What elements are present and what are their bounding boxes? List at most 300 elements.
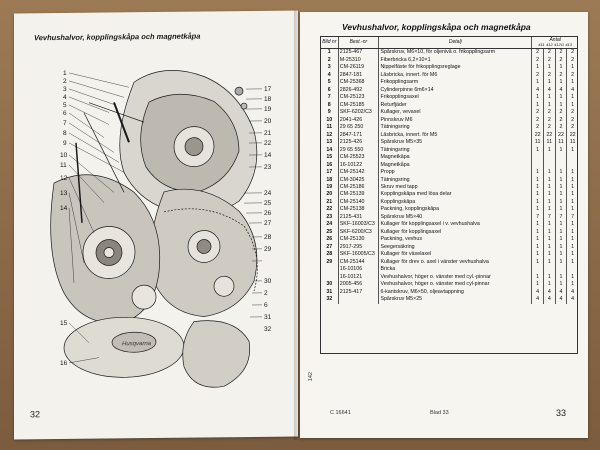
row-part-number: CM-25185 — [338, 102, 379, 109]
row-number: 2 — [321, 57, 339, 64]
row-qty: 2 — [543, 117, 555, 124]
callout-16: 16 — [60, 359, 68, 368]
row-part-number: CM-25144 — [338, 259, 379, 266]
row-qty: 4 — [532, 289, 544, 296]
row-qty: 2 — [555, 49, 567, 57]
row-qty: 11 — [567, 139, 578, 146]
row-qty: 1 — [567, 169, 578, 176]
row-qty: 2 — [543, 72, 555, 79]
row-qty — [555, 266, 567, 273]
svg-text:Husqvarna: Husqvarna — [122, 341, 152, 348]
row-qty: 1 — [543, 251, 555, 258]
clutch-cover — [183, 320, 250, 387]
row-qty: 2 — [555, 124, 567, 131]
row-qty: 2 — [543, 124, 555, 131]
row-detail: Spårskruv M5×35 — [379, 139, 532, 146]
row-qty: 1 — [532, 259, 544, 266]
callout-r-2: 2 — [264, 289, 268, 297]
row-detail: Frikopplingsarm — [379, 79, 532, 86]
row-qty: 1 — [532, 229, 544, 236]
side-mark: 142 — [308, 372, 314, 382]
table-row — [321, 94, 579, 101]
table-row — [321, 57, 579, 64]
row-number: 6 — [321, 87, 339, 94]
row-qty: 7 — [567, 214, 578, 221]
footer-code: C 16641 — [330, 410, 351, 416]
row-qty — [543, 161, 555, 168]
row-part-number: 16-10121 — [338, 274, 379, 281]
row-qty: 1 — [567, 251, 578, 258]
callout-r-30: 30 — [264, 277, 272, 285]
row-detail: Spårskruv M5×40 — [379, 214, 532, 221]
row-part-number: 16-10106 — [338, 266, 379, 273]
callout-r-17: 17 — [264, 85, 272, 93]
row-number: 21 — [321, 199, 339, 206]
callout-14: 14 — [60, 204, 68, 213]
row-part-number: 2125-467 — [338, 49, 379, 57]
callout-15: 15 — [60, 319, 68, 328]
col-header-detail: Detalj — [379, 37, 532, 49]
row-qty: 2 — [567, 72, 578, 79]
row-number: 31 — [321, 289, 339, 296]
row-qty: 2 — [567, 49, 578, 57]
row-part-number: CM-25140 — [338, 199, 379, 206]
table-row — [321, 139, 579, 146]
row-qty: 1 — [532, 206, 544, 213]
row-number: 28 — [321, 251, 339, 258]
table-row — [321, 251, 579, 258]
callout-13: 13 — [60, 189, 68, 198]
row-qty: 1 — [543, 191, 555, 198]
row-qty: 4 — [567, 296, 578, 303]
table-row — [321, 72, 579, 79]
row-qty: 2 — [555, 117, 567, 124]
row-number: 8 — [321, 102, 339, 109]
left-page-title: Vevhushalvor, kopplingskåpa och magnetkåpa — [34, 31, 201, 43]
table-row — [321, 214, 579, 221]
col-header-bestnr: Best.-nr — [338, 37, 379, 49]
row-qty: 7 — [532, 214, 544, 221]
row-part-number: CM-25138 — [338, 206, 379, 213]
callout-r-25: 25 — [264, 199, 272, 207]
row-detail: Kopplingskåpa — [379, 199, 532, 206]
row-qty — [543, 266, 555, 273]
row-qty: 1 — [532, 79, 544, 86]
callout-r-27: 27 — [264, 219, 272, 227]
callout-r-31: 31 — [264, 313, 272, 321]
row-qty: 1 — [543, 274, 555, 281]
row-qty: 22 — [567, 132, 578, 139]
row-qty — [532, 266, 544, 273]
row-qty: 1 — [543, 281, 555, 288]
row-qty: 4 — [543, 87, 555, 94]
callout-5: 5 — [63, 101, 67, 109]
row-qty: 11 — [555, 139, 567, 146]
row-detail: Spårskruv, M6×10, för oljenivå o. frikopplingsarm — [379, 49, 532, 57]
row-detail: Tätningsring — [379, 124, 532, 131]
callout-r-32: 32 — [264, 325, 272, 333]
right-page — [300, 12, 588, 438]
row-qty: 1 — [567, 281, 578, 288]
callout-r-21: 21 — [264, 129, 272, 137]
row-qty: 1 — [543, 102, 555, 109]
callout-10: 10 — [60, 151, 68, 160]
table-row — [321, 87, 579, 94]
table-row — [321, 117, 579, 124]
row-qty: 1 — [532, 244, 544, 251]
row-qty: 1 — [567, 244, 578, 251]
row-qty: 22 — [532, 132, 544, 139]
row-part-number: CM-25139 — [338, 191, 379, 198]
row-detail: Tätningsring — [379, 146, 532, 153]
row-qty: 1 — [532, 251, 544, 258]
row-qty: 1 — [543, 176, 555, 183]
row-qty: 2 — [567, 57, 578, 64]
row-qty: 1 — [555, 94, 567, 101]
row-number: 4 — [321, 72, 339, 79]
table-row — [321, 132, 579, 139]
row-detail: Låsbricka, innert. för M6 — [379, 72, 532, 79]
row-qty: 11 — [532, 139, 544, 146]
row-qty: 1 — [555, 64, 567, 71]
row-qty: 11 — [543, 139, 555, 146]
row-number: 16 — [321, 161, 339, 168]
row-number — [321, 274, 339, 281]
row-qty: 1 — [555, 244, 567, 251]
row-qty: 4 — [543, 296, 555, 303]
row-detail: Spårskruv M5×25 — [379, 296, 532, 303]
row-qty: 4 — [543, 289, 555, 296]
row-qty: 1 — [567, 94, 578, 101]
row-part-number: CM-25368 — [338, 79, 379, 86]
row-qty: 1 — [555, 199, 567, 206]
row-qty: 1 — [532, 221, 544, 228]
row-qty — [532, 154, 544, 161]
callout-11: 11 — [60, 161, 67, 170]
row-qty: 1 — [532, 274, 544, 281]
row-part-number: CM-26119 — [338, 64, 379, 71]
row-qty: 4 — [567, 87, 578, 94]
row-qty: 1 — [555, 206, 567, 213]
row-part-number: 2041-426 — [338, 117, 379, 124]
row-detail: Tätningsring — [379, 176, 532, 183]
row-detail: Pinnskruv M6 — [379, 117, 532, 124]
row-qty: 1 — [532, 176, 544, 183]
row-part-number: CM-25142 — [338, 169, 379, 176]
row-detail: Kullager, vevaxel — [379, 109, 532, 116]
row-detail: Returfjäder — [379, 102, 532, 109]
row-qty: 1 — [567, 221, 578, 228]
callout-4: 4 — [63, 93, 67, 101]
callout-r-6: 6 — [264, 301, 268, 309]
row-qty: 2 — [532, 49, 544, 57]
row-part-number: 29 65 550 — [338, 146, 379, 153]
row-qty: 2 — [532, 124, 544, 131]
row-qty: 1 — [567, 146, 578, 153]
row-detail: Nippelfäste för frikopplingsreglage — [379, 64, 532, 71]
table-row — [321, 221, 579, 228]
row-detail: Skruv med tapp — [379, 184, 532, 191]
row-qty: 22 — [555, 132, 567, 139]
row-number: 32 — [321, 296, 339, 303]
row-qty: 1 — [543, 169, 555, 176]
row-detail: Kullager för kopplingsaxel — [379, 229, 532, 236]
row-qty: 4 — [555, 87, 567, 94]
callout-3: 3 — [63, 85, 67, 93]
table-row — [321, 266, 579, 273]
callout-r-29: 29 — [264, 245, 272, 253]
row-detail: Cylinderpinne 6m6×14 — [379, 87, 532, 94]
row-qty: 2 — [555, 57, 567, 64]
row-qty: 1 — [555, 274, 567, 281]
row-part-number: 2847-171 — [338, 132, 379, 139]
table-row — [321, 281, 579, 288]
row-number: 7 — [321, 94, 339, 101]
row-qty: 1 — [543, 94, 555, 101]
row-qty: 2 — [543, 57, 555, 64]
row-qty: 2 — [567, 109, 578, 116]
row-qty: 1 — [543, 79, 555, 86]
row-qty: 4 — [532, 87, 544, 94]
row-qty: 2 — [543, 109, 555, 116]
row-detail: Kopplingskåpa med lösa delar — [379, 191, 532, 198]
right-page-title: Vevhushalvor, kopplingskåpa och magnetkåpa — [342, 22, 531, 32]
row-number: 5 — [321, 79, 339, 86]
row-part-number: CM-25186 — [338, 184, 379, 191]
table-row — [321, 206, 579, 213]
row-qty — [567, 154, 578, 161]
row-qty: 1 — [532, 102, 544, 109]
row-qty: 1 — [543, 64, 555, 71]
exploded-parts-diagram — [14, 41, 298, 414]
row-number: 30 — [321, 281, 339, 288]
table-row — [321, 102, 579, 109]
row-number: 20 — [321, 191, 339, 198]
left-page-number: 32 — [30, 409, 41, 420]
callout-9: 9 — [63, 139, 67, 147]
callout-r-20: 20 — [264, 117, 272, 125]
row-qty: 2 — [532, 117, 544, 124]
row-qty: 7 — [555, 214, 567, 221]
row-number: 3 — [321, 64, 339, 71]
callout-r-22: 22 — [264, 139, 272, 147]
row-number: 25 — [321, 229, 339, 236]
row-part-number — [338, 296, 379, 303]
row-number: 26 — [321, 236, 339, 243]
callout-8: 8 — [63, 129, 67, 137]
callout-r-24: 24 — [264, 189, 272, 197]
row-qty: 4 — [555, 289, 567, 296]
row-qty: 1 — [567, 259, 578, 266]
row-part-number: 29 65 250 — [338, 124, 379, 131]
row-qty: 2 — [567, 124, 578, 131]
table-row — [321, 236, 579, 243]
row-qty: 1 — [555, 259, 567, 266]
row-detail: Fiberbricka 6,2×10×1 — [379, 57, 532, 64]
row-qty: 4 — [567, 289, 578, 296]
table-row — [321, 259, 579, 266]
row-part-number: 2847-181 — [338, 72, 379, 79]
row-qty: 1 — [532, 184, 544, 191]
row-qty: 4 — [532, 296, 544, 303]
row-qty: 1 — [567, 79, 578, 86]
col-header-qty: Antal 411 412 412G 413 — [532, 37, 578, 49]
row-qty: 2 — [555, 72, 567, 79]
row-qty: 1 — [555, 102, 567, 109]
callout-7: 7 — [63, 119, 67, 127]
row-part-number: 2917-295 — [338, 244, 379, 251]
row-detail: Magnetkåpa — [379, 161, 532, 168]
row-qty — [543, 154, 555, 161]
row-qty — [567, 266, 578, 273]
row-number: 15 — [321, 154, 339, 161]
row-qty: 7 — [543, 214, 555, 221]
footer-sheet: Blad 33 — [430, 410, 449, 416]
row-detail: Magnetkåpa — [379, 154, 532, 161]
table-row — [321, 289, 579, 296]
row-number: 19 — [321, 184, 339, 191]
row-detail: Propp — [379, 169, 532, 176]
row-part-number: CM-25123 — [338, 94, 379, 101]
row-part-number: 2125-431 — [338, 214, 379, 221]
row-qty: 1 — [567, 176, 578, 183]
row-number: 22 — [321, 206, 339, 213]
row-qty: 1 — [555, 146, 567, 153]
row-part-number: SKF-16003/C3 — [338, 221, 379, 228]
row-qty: 1 — [543, 146, 555, 153]
row-part-number: SKF-6200/C3 — [338, 229, 379, 236]
callout-1: 1 — [63, 69, 67, 77]
row-detail: Kullager för kopplingsaxel i v. vevhushalva — [379, 221, 532, 228]
row-qty: 4 — [555, 296, 567, 303]
row-number: 29 — [321, 259, 339, 266]
row-qty: 1 — [555, 229, 567, 236]
table-row — [321, 176, 579, 183]
row-detail: Seegersäkring — [379, 244, 532, 251]
table-row — [321, 124, 579, 131]
row-part-number: 2125-417 — [338, 289, 379, 296]
table-row — [321, 296, 579, 303]
row-qty: 2 — [532, 57, 544, 64]
row-part-number: SKF-16005/C3 — [338, 251, 379, 258]
callout-r-18: 18 — [264, 95, 272, 103]
callout-12: 12 — [60, 174, 68, 183]
row-qty: 2 — [567, 117, 578, 124]
row-detail: Bricka — [379, 266, 532, 273]
row-qty: 1 — [555, 236, 567, 243]
row-qty: 1 — [532, 94, 544, 101]
callout-6: 6 — [63, 109, 67, 117]
row-qty: 1 — [555, 169, 567, 176]
row-qty: 1 — [567, 236, 578, 243]
row-qty: 1 — [567, 199, 578, 206]
parts-list-body — [321, 49, 579, 304]
callout-r-23: 23 — [264, 163, 272, 171]
row-detail: Vevhushalvor, höger o. vänster med cyl.-pinnar — [379, 274, 532, 281]
row-qty: 22 — [543, 132, 555, 139]
table-row — [321, 154, 579, 161]
row-qty: 1 — [567, 229, 578, 236]
row-qty: 1 — [555, 184, 567, 191]
row-number: 14 — [321, 146, 339, 153]
row-qty: 1 — [543, 221, 555, 228]
table-row — [321, 191, 579, 198]
left-page — [14, 11, 298, 440]
row-part-number: 2125-426 — [338, 139, 379, 146]
row-number: 11 — [321, 124, 339, 131]
row-detail: Kullager för växelaxel — [379, 251, 532, 258]
callout-r-19: 19 — [264, 105, 272, 113]
row-number: 12 — [321, 132, 339, 139]
row-qty: 1 — [555, 176, 567, 183]
row-qty: 1 — [532, 236, 544, 243]
table-row — [321, 184, 579, 191]
row-number — [321, 266, 339, 273]
row-number: 1 — [321, 49, 339, 57]
row-part-number: 2826-492 — [338, 87, 379, 94]
callout-r-28: 28 — [264, 233, 272, 241]
row-qty: 1 — [543, 206, 555, 213]
row-qty: 2 — [532, 109, 544, 116]
row-number: 10 — [321, 117, 339, 124]
row-number: 24 — [321, 221, 339, 228]
row-qty: 1 — [543, 244, 555, 251]
row-qty: 1 — [555, 191, 567, 198]
row-detail: Vevhushalvor, höger o. vänster med cyl-pinnar — [379, 281, 532, 288]
row-number: 9 — [321, 109, 339, 116]
row-qty: 1 — [532, 191, 544, 198]
callout-2: 2 — [63, 77, 67, 85]
table-row — [321, 49, 579, 57]
table-row — [321, 109, 579, 116]
row-number: 13 — [321, 139, 339, 146]
row-detail: Låsbricka, innert. för M5 — [379, 132, 532, 139]
row-number: 17 — [321, 169, 339, 176]
row-qty — [532, 161, 544, 168]
row-qty: 1 — [543, 236, 555, 243]
callout-r-26: 26 — [264, 209, 272, 217]
row-detail: 6-kantskruv, M6×50, oljeavtappning — [379, 289, 532, 296]
row-qty: 1 — [532, 169, 544, 176]
row-qty: 1 — [532, 64, 544, 71]
row-part-number: CM-25130 — [338, 236, 379, 243]
row-qty: 1 — [543, 184, 555, 191]
table-row — [321, 64, 579, 71]
row-qty: 1 — [555, 79, 567, 86]
row-qty: 1 — [543, 259, 555, 266]
row-qty: 1 — [543, 199, 555, 206]
row-detail: Frikopplingsaxel — [379, 94, 532, 101]
row-number: 23 — [321, 214, 339, 221]
table-row — [321, 274, 579, 281]
right-page-number: 33 — [555, 408, 566, 418]
table-row — [321, 229, 579, 236]
row-qty: 1 — [567, 191, 578, 198]
row-qty: 1 — [555, 281, 567, 288]
row-number: 18 — [321, 176, 339, 183]
row-qty — [555, 154, 567, 161]
row-qty: 1 — [567, 274, 578, 281]
row-part-number: 2005-456 — [338, 281, 379, 288]
parts-list-table — [320, 36, 578, 304]
row-qty: 1 — [567, 64, 578, 71]
row-qty: 1 — [567, 184, 578, 191]
row-qty: 2 — [532, 72, 544, 79]
row-qty: 2 — [555, 109, 567, 116]
row-detail: Kullager för drev o. axel i vänster vevhushalva — [379, 259, 532, 266]
table-row — [321, 244, 579, 251]
table-row — [321, 146, 579, 153]
